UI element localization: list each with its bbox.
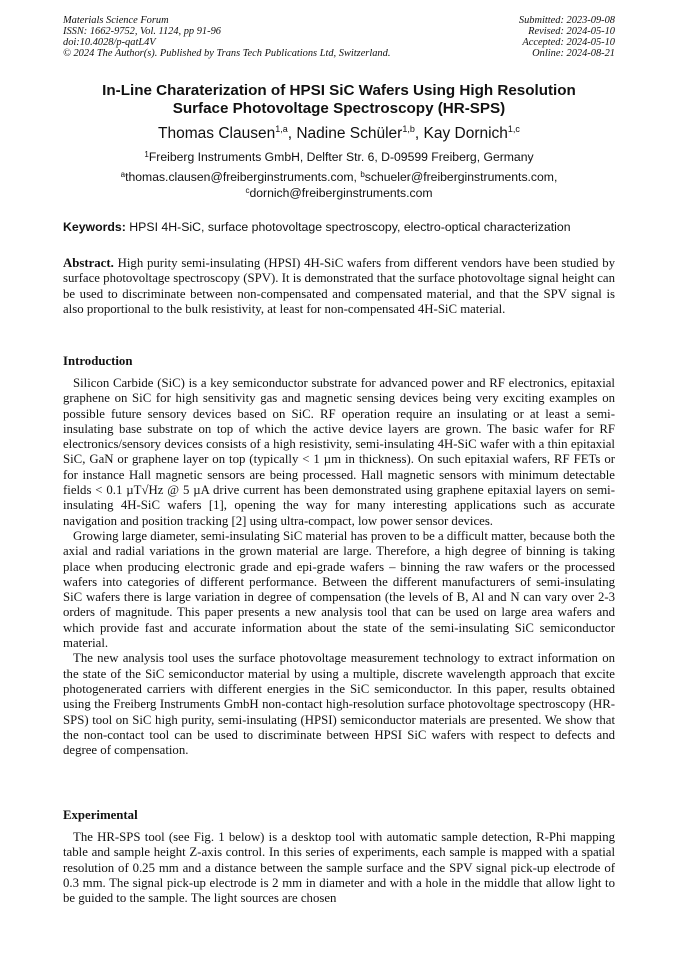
author-emails [40,170,638,201]
copyright-notice: © 2024 The Author(s). Published by Trans Tech Publications Ltd, Switzerland. [63,48,391,59]
email-sup: c [245,185,250,195]
author-name: Kay Dornich [423,125,508,142]
online-date: Online: 2024-08-21 [532,48,615,59]
email-b[interactable]: schueler@freiberginstruments.com, [364,170,558,184]
issn: ISSN: 1662-9752, Vol. 1124, pp 91-96 [63,26,221,37]
abstract-text: High purity semi-insulating (HPSI) 4H-SiC wafers from different vendors have been studied by surface photovoltage spectroscopy (SPV). It is demonstrated that the surface photovoltage signal height can be used to discriminate between non-compensated and compensated material, and that the SPV signal is also proportional to the bulk resistivity, at least for non-compensated 4H-SiC material. [63,256,615,316]
revised-date: Revised: 2024-05-10 [528,26,615,37]
title-line-2: Surface Photovoltage Spectroscopy (HR-SPS) [172,100,506,117]
email-sup: a [120,170,126,179]
journal-header [63,15,615,59]
abstract [63,256,615,317]
accepted-date: Accepted: 2024-05-10 [522,37,615,48]
submitted-date: Submitted: 2023-09-08 [518,15,615,26]
author-sup: 1,c [507,124,520,134]
affiliation-sup: 1 [144,150,149,159]
doi: doi:10.4028/p-qatL4V [63,37,156,48]
author-sep: , [414,125,424,142]
email-c[interactable]: dornich@freiberginstruments.com [249,185,433,200]
title-line-1: In-Line Charaterization of HPSI SiC Wafers Using High Resolution [102,82,576,99]
introduction-body [63,376,615,758]
paragraph: The new analysis tool uses the surface photovoltage measurement technology to extract information on the state of the SiC semiconductor material by using a multiple, discrete wavelength approach that excite photogenerated carriers with different energies in the SiC semiconductor. In this paper, results obtained using the Freiberg Instruments GmbH non-contact high-resolution surface photovoltage spectroscopy (HR-SPS) tool on SiC high purity, semi-insulating (HPSI) semiconductor materials are presented. We show that the non-contact tool can be used to discriminate between HPSI SiC wafers with respect to defects and degree of compensation. [63,651,615,758]
abstract-label: Abstract. [63,256,114,270]
affiliation [40,150,638,165]
paragraph: The HR-SPS tool (see Fig. 1 below) is a desktop tool with automatic sample detection, R-Phi mapping table and sample height Z-axis control. In this series of experiments, each sample is mapped with a spatial resolution of 0.25 mm and a distance between the sample surface and the SPV signal pick-up electrode of 0.3 mm. The signal pick-up electrode is 2 mm in diameter and with a hole in the middle that allow light to be guided to the sample. The light sources are chosen [63,830,615,906]
author-name: Thomas Clausen [158,125,276,142]
email-a[interactable]: thomas.clausen@freiberginstruments.com, [125,170,361,184]
paragraph: Silicon Carbide (SiC) is a key semiconductor substrate for advanced power and RF electronics, epitaxial graphene on SiC for high sensitivity gas and magnetic sensing devices being very exciting examples on possible future sensory devices based on SiC. RF operation require an insulating or at least a semi-insulating base substrate on top of which the active device layers are grown. The basic wafer for RF electronics/sensory devices consists of a high resistivity, semi-insulating 4H-SiC wafer with a thin epitaxial SiC, GaN or graphene layer on top (typically < 1 µm in thickness). On such epitaxial wafers, RF FETs or for instance Hall magnetic sensors are being processed. Hall magnetic sensors with minimum detectable fields < 0.1 µT√Hz @ 5 µA drive current has been demonstrated using graphene epitaxial layers on semi-insulating 4H-SiC wafers [1], opening the way for many interesting applications such as accurate navigation and position tracking [2] using ultra-compact, low power sensor devices. [63,376,615,528]
email-sup: b [360,170,365,179]
affiliation-text: Freiberg Instruments GmbH, Delfter Str. 6, D-09599 Freiberg, Germany [148,150,534,164]
keywords [63,220,615,235]
author-name: Nadine Schüler [296,125,403,142]
author-list [40,124,638,143]
paper-title [40,82,638,118]
author-sep: , [287,125,297,142]
author-sup: 1,a [275,124,288,134]
author-sup: 1,b [402,124,415,134]
journal-name: Materials Science Forum [63,15,169,26]
experimental-body [63,830,615,906]
experimental-heading: Experimental [63,808,138,822]
keywords-text: HPSI 4H-SiC, surface photovoltage spectroscopy, electro-optical characterization [125,220,571,234]
keywords-label: Keywords: [63,220,126,234]
introduction-heading: Introduction [63,354,133,368]
paragraph: Growing large diameter, semi-insulating SiC material has proven to be a difficult matter, because both the axial and radial variations in the grown material are large. Therefore, a high degree of binning is taking place when producing electronic grade and epi-grade wafers – binning the raw wafers or the processed wafers into categories of different performance. Between the different manufacturers of semi-insulating SiC wafers there is large variation in degree of compensation (the levels of B, Al and N can vary over 2-3 orders of magnitude. This paper presents a new analysis tool that can be used on large area wafers and which provide fast and accurate information about the state of the semi-insulating SiC semiconductor material. [63,528,615,651]
